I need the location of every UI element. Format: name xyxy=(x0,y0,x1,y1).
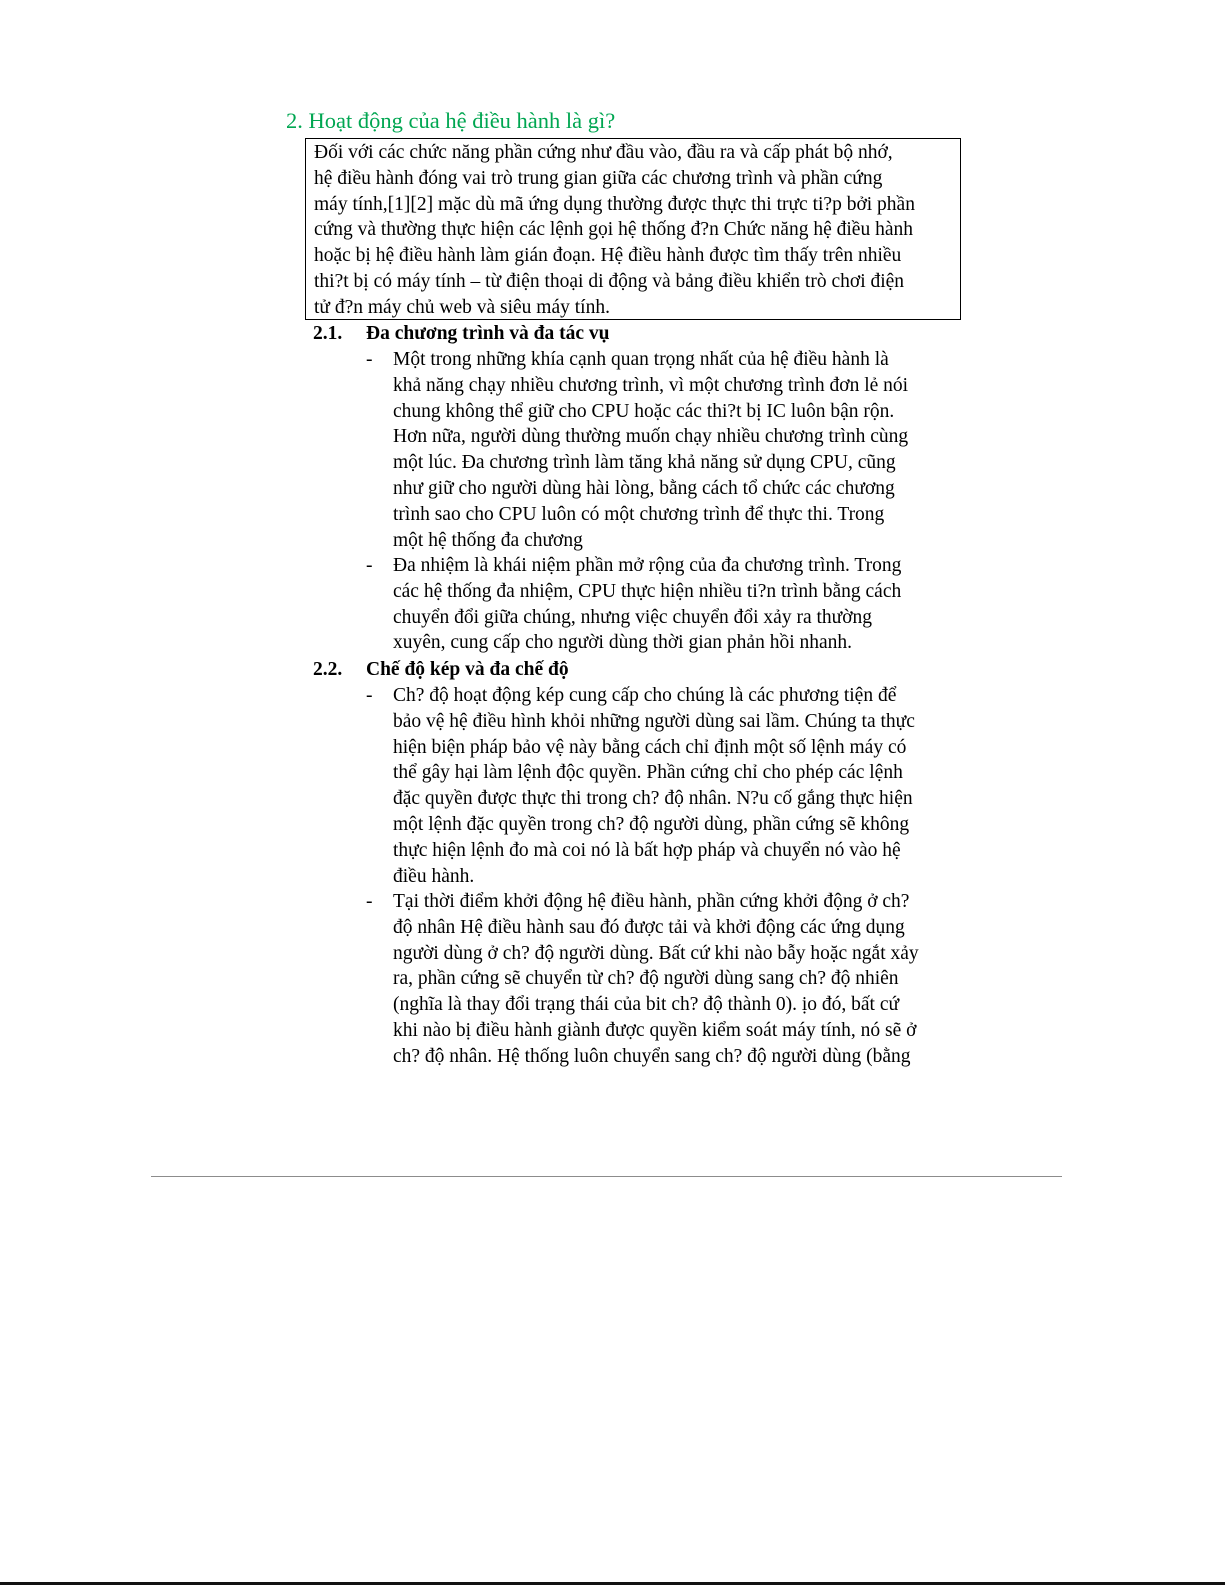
bullet-line: Tại thời điểm khởi động hệ điều hành, phần cứng khởi động ở ch? xyxy=(393,891,910,912)
bullet-line: chuyển đổi giữa chúng, nhưng việc chuyển đổi xảy ra thường xyxy=(393,606,873,628)
bullet-line: Hơn nữa, người dùng thường muốn chạy nhiều chương trình cùng xyxy=(393,426,909,448)
subsection-heading-2-2 xyxy=(313,657,569,683)
bullet-line: chung không thể giữ cho CPU hoặc các thi?t bị IC luôn bận rộn. xyxy=(393,400,895,422)
bullet-line: thực hiện lệnh đo mà coi nó là bất hợp pháp và chuyển nó vào hệ xyxy=(393,839,901,861)
intro-line: Đối với các chức năng phần cứng như đầu vào, đầu ra và cấp phát bộ nhớ, xyxy=(314,142,893,163)
bullet-line: ch? độ nhân. Hệ thống luôn chuyển sang ch? độ người dùng (bằng xyxy=(393,1045,911,1067)
bullet-line: một hệ thống đa chương xyxy=(393,529,583,551)
intro-line: cứng và thường thực hiện các lệnh gọi hệ thống đ?n Chức năng hệ điều hành xyxy=(314,219,913,241)
bullet-line: trình sao cho CPU luôn có một chương trình để thực thi. Trong xyxy=(393,503,885,525)
subsection-number: 2.1. xyxy=(313,323,343,344)
bullet-text xyxy=(393,553,901,656)
bullet-line: Một trong những khía cạnh quan trọng nhất của hệ điều hành là xyxy=(393,349,889,370)
intro-line: máy tính,[1][2] mặc dù mã ứng dụng thường được thực thi trực ti?p bởi phần xyxy=(314,193,915,215)
bullet-text xyxy=(393,889,919,1070)
bullet-line: thể gây hại làm lệnh độc quyền. Phần cứng chỉ cho phép các lệnh xyxy=(393,762,903,784)
intro-line: thi?t bị có máy tính – từ điện thoại di động và bảng điều khiển trò chơi điện xyxy=(314,270,905,292)
bullet-line: một lúc. Đa chương trình làm tăng khả năng sử dụng CPU, cũng xyxy=(393,452,896,474)
subsection-heading-2-1 xyxy=(313,321,610,347)
intro-line: tử đ?n máy chủ web và siêu máy tính. xyxy=(314,296,610,318)
bullet-line: Đa nhiệm là khái niệm phần mở rộng của đa chương trình. Trong xyxy=(393,555,902,576)
subsection-title: Đa chương trình và đa tác vụ xyxy=(366,323,610,344)
footer-divider xyxy=(151,1176,1062,1177)
bullet-text xyxy=(393,683,915,889)
bullet-line: điều hành. xyxy=(393,865,475,887)
intro-line: hệ điều hành đóng vai trò trung gian giữa các chương trình và phần cứng xyxy=(314,167,883,189)
bullet-line: đặc quyền được thực thi trong ch? độ nhân. N?u cố gắng thực hiện xyxy=(393,788,913,810)
bullet-line: hiện biện pháp bảo vệ này bằng cách chỉ định một số lệnh máy có xyxy=(393,736,907,758)
bullet-marker: - xyxy=(366,349,373,370)
bullet-line: như giữ cho người dùng hài lòng, bằng cách tổ chức các chương xyxy=(393,477,895,499)
bullet-line: các hệ thống đa nhiệm, CPU thực hiện nhiều ti?n trình bằng cách xyxy=(393,580,902,602)
bullet-text xyxy=(393,347,908,553)
bullet-line: người dùng ở ch? độ người dùng. Bất cứ khi nào bẫy hoặc ngắt xảy xyxy=(393,942,919,964)
subsection-number: 2.2. xyxy=(313,659,343,680)
bullet-marker: - xyxy=(366,685,373,706)
bullet-line: bảo vệ hệ điều hình khỏi những người dùng sai lầm. Chúng ta thực xyxy=(393,710,915,732)
bullet-line: một lệnh đặc quyền trong ch? độ người dùng, phần cứng sẽ không xyxy=(393,813,910,835)
bullet-line: xuyên, cung cấp cho người dùng thời gian phản hồi nhanh. xyxy=(393,632,853,654)
bullet-line: khi nào bị điều hành giành được quyền kiểm soát máy tính, nó sẽ ở xyxy=(393,1019,917,1041)
bullet-marker: - xyxy=(366,891,373,912)
bullet-line: ra, phần cứng sẽ chuyển từ ch? độ người dùng sang ch? độ nhiên xyxy=(393,968,899,990)
bullet-line: khả năng chạy nhiều chương trình, vì một chương trình đơn lẻ nói xyxy=(393,374,909,396)
bullet-marker: - xyxy=(366,555,373,576)
bullet-line: (nghĩa là thay đổi trạng thái của bit ch? độ thành 0). ịo đó, bất cứ xyxy=(393,994,900,1016)
bullet-line: Ch? độ hoạt động kép cung cấp cho chúng là các phương tiện để xyxy=(393,685,897,706)
section-heading: 2. Hoạt động của hệ điều hành là gì? xyxy=(286,108,616,133)
intro-box xyxy=(305,138,961,320)
intro-line: hoặc bị hệ điều hành làm gián đoạn. Hệ điều hành được tìm thấy trên nhiều xyxy=(314,245,902,267)
bullet-line: độ nhân Hệ điều hành sau đó được tải và khởi động các ứng dụng xyxy=(393,916,905,938)
subsection-title: Chế độ kép và đa chế độ xyxy=(366,659,569,680)
